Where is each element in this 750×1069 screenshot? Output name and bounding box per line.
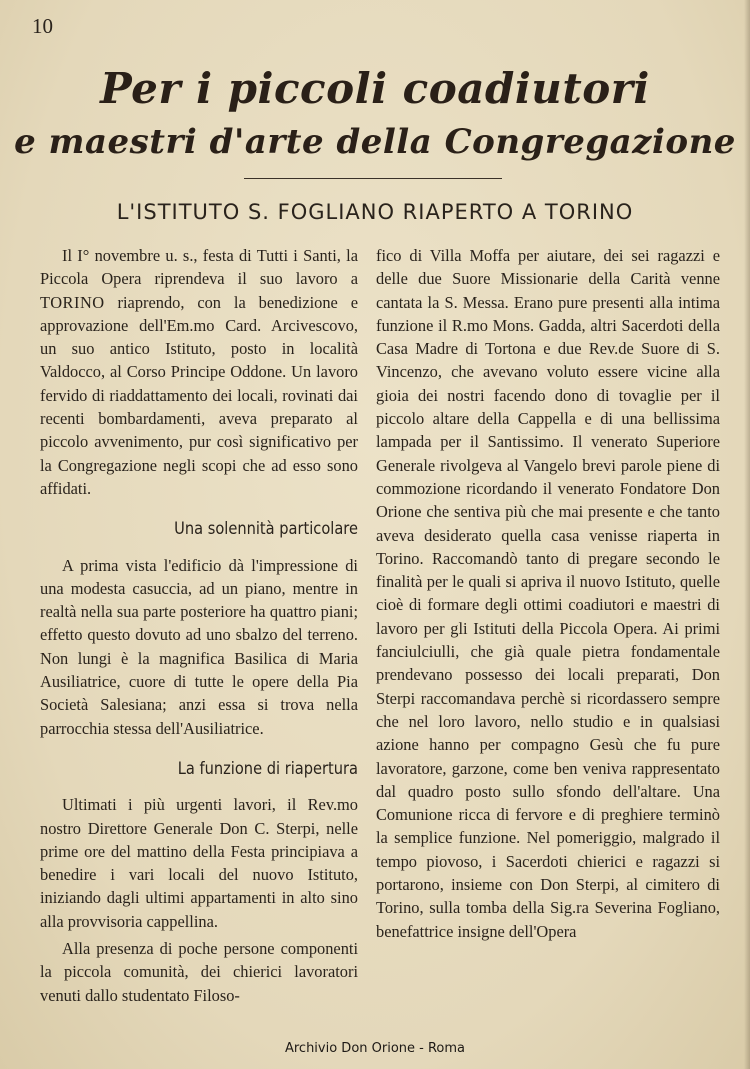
right-column-paragraph: fico di Villa Moffa per aiutare, dei sei ragazzi e delle due Suore Missionarie della Carità venne cantata la S. Messa. Erano pure presenti alla intima funzione il R.mo Mons. Gadda, altri Sacerdoti della Casa Madre di Tortona e due Rev.de Suore di S. Vincenzo, che avevano voluto essere vicine alla gioia dei nostri facendo dono di tovaglie per il piccolo altare della Cappella e di una bellissima lampada per il Santissimo. Il venerato Superiore Generale rivolgeva al Vangelo brevi parole piene di commozione ricordando il venerato Fondatore Don Orione che sentiva più che mai presente e che tanto aveva desiderato quella casa venisse riaperta in Torino. Raccomandò tanto di pregare secondo le finalità per le quali si apriva il nuovo Istituto, quelle cioè di formare degli ottimi coadiutori e maestri di lavoro per gli Istituti della Piccola Opera. Ai primi fanciulciulli, che già quale pietra fondamentale prendevano possesso dei locali preparati, Don Sterpi raccomandava perchè si ricordassero sempre che nel loro lavoro, nello studio e in qualsiasi azione hanno per compagno Gesù che fu pure lavoratore, garzone, come ben veniva rappresentato dal quadro posto sullo sfondo dell'altare. Una Comunione ricca di fervore e di preghiere terminò la semplice funzione. Nel pomeriggio, malgrado il tempo piovoso, i Sacerdoti chierici e ragazzi si portarono, insieme con Don Sterpi, al cimitero di Torino, sulla tomba della Sig.ra Severina Fogliano, benefattrice insigne dell'Opera bbox=[376, 246, 720, 941]
section-heading-solennita: Una solennità particolare bbox=[174, 519, 358, 540]
intro-text-part-2: riaprendo, con la benedizione e approvazione dell'Em.mo Card. Arcivescovo, un suo antico Istituto, posto in località Valdocco, al Corso Principe Oddone. Un lavoro fervido di riaddattamento dei locali, rovinati dai recenti bombardamenti, aveva preparato al piccolo avvenimento, pur così significativo per la Congregazione negli scopi che ad esso sono affidati. bbox=[40, 292, 358, 498]
section-2-paragraph-2: Alla presenza di poche persone componenti la piccola comunità, dei chierici lavoratori venuti dallo studentato Filoso- bbox=[40, 939, 358, 1005]
section-2-paragraph-1: Ultimati i più urgenti lavori, il Rev.mo nostro Direttore Generale Don C. Sterpi, nelle prime ore del mattino della Festa principiava a benedire i vari locali del nuovo Istituto, iniziando dagli ultimi appartamenti in alto sino alla provvisoria cappellina. bbox=[40, 795, 358, 931]
article-subtitle: L'ISTITUTO S. FOGLIANO RIAPERTO A TORINO bbox=[116, 200, 634, 224]
article-title-line-2: e maestri d'arte della Congregazione bbox=[14, 122, 736, 162]
intro-city: TORINO bbox=[40, 292, 105, 312]
left-column bbox=[40, 244, 358, 1007]
page-edge-shadow bbox=[744, 0, 750, 1069]
intro-text-part-1: Il I° novembre u. s., festa di Tutti i Santi, la Piccola Opera riprendeva il suo lavoro a bbox=[40, 246, 358, 289]
section-1-paragraph: A prima vista l'edificio dà l'impressione di una modesta casuccia, ad un piano, mentre in realtà nella sua parte posteriore ha quattro piani; effetto questo dovuto ad uno sbalzo del terreno. Non lungi è la magnifica Basilica di Maria Ausiliatrice, cuore di tutte le opere della Pia Società Salesiana; anzi essa si trova nella parrocchia stessa dell'Ausiliatrice. bbox=[40, 555, 358, 738]
right-column bbox=[376, 244, 720, 943]
article-title-line-1: Per i piccoli coadiutori bbox=[100, 64, 650, 113]
intro-paragraph bbox=[40, 244, 358, 500]
title-divider bbox=[244, 178, 502, 179]
page-number: 10 bbox=[32, 14, 53, 38]
archive-footer: Archivio Don Orione - Roma bbox=[284, 1041, 466, 1056]
section-heading-funzione: La funzione di riapertura bbox=[177, 758, 358, 779]
